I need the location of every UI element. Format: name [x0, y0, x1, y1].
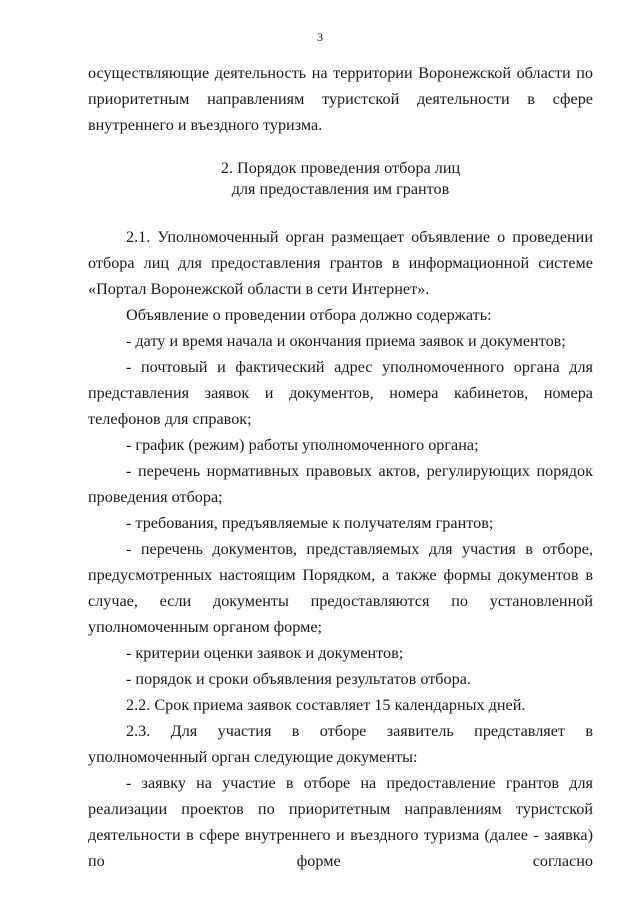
list-item-dates: - дату и время начала и окончания приема заявок и документов;: [126, 332, 566, 350]
paragraph-announcement-intro: Объявление о проведении отбора должно содержать:: [126, 306, 492, 324]
section-heading: [88, 158, 593, 200]
list-item-application: - заявку на участие в отборе на предоставление грантов для реализации проектов по приоритетным направлениям туристской деятельности в сфере внутреннего и въездного туризма (далее - заявка) по форме согласно: [88, 774, 593, 870]
list-item-legal-acts: - перечень нормативных правовых актов, регулирующих порядок проведения отбора;: [88, 462, 593, 506]
paragraph-2-2: 2.2. Срок приема заявок составляет 15 календарных дней.: [126, 696, 526, 714]
paragraph-2-1: 2.1. Уполномоченный орган размещает объявление о проведении отбора лиц для предоставления грантов в информационной системе «Портал Воронежской области в сети Интернет».: [88, 228, 593, 298]
document-body: [88, 60, 593, 874]
list-item-documents: - перечень документов, представляемых для участия в отборе, предусмотренных настоящим Порядком, а также формы документов в случае, если документы предоставляются по установленной уполномоченным органом форме;: [88, 540, 593, 636]
intro-paragraph: осуществляющие деятельность на территории Воронежской области по приоритетным направлениям туристской деятельности в сфере внутреннего и въездного туризма.: [88, 64, 593, 134]
list-item-criteria: - критерии оценки заявок и документов;: [126, 644, 404, 662]
list-item-requirements: - требования, предъявляемые к получателям грантов;: [126, 514, 494, 532]
list-item-results: - порядок и сроки объявления результатов отбора.: [126, 670, 471, 688]
page-number: 3: [317, 30, 323, 44]
section-heading-line-1: 2. Порядок проведения отбора лиц: [220, 159, 461, 177]
list-item-schedule: - график (режим) работы уполномоченного органа;: [126, 436, 479, 454]
list-item-address: - почтовый и фактический адрес уполномоченного органа для представления заявок и документов, номера кабинетов, номера телефонов для справок;: [88, 358, 593, 428]
paragraph-2-3: 2.3. Для участия в отборе заявитель представляет в уполномоченный орган следующие документы:: [88, 722, 593, 766]
section-heading-line-2: для предоставления им грантов: [231, 180, 450, 198]
